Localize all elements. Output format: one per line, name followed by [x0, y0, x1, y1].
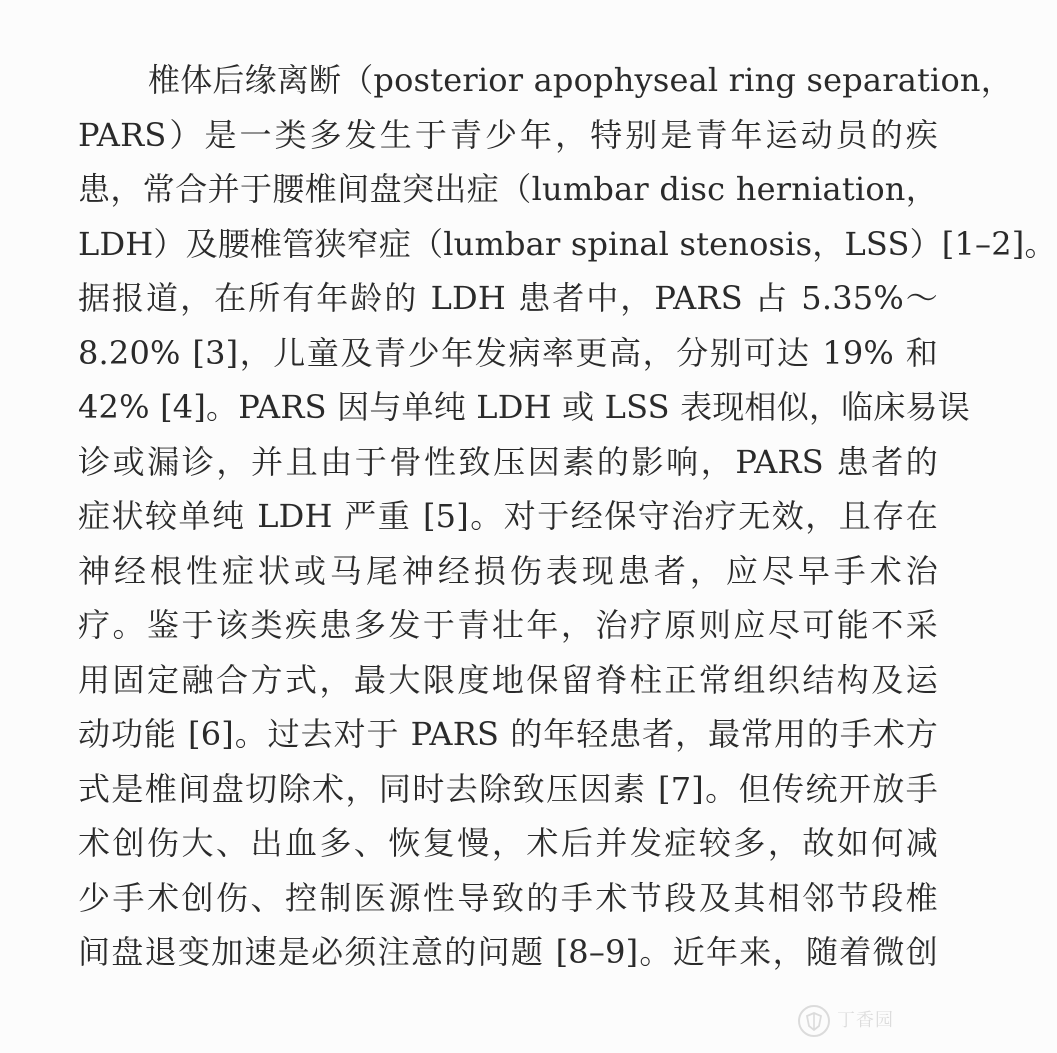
text-line: 诊或漏诊，并且由于骨性致压因素的影响，PARS 患者的	[78, 442, 938, 481]
text-line: 症状较单纯 LDH 严重 [5]。对于经保守治疗无效，且存在	[78, 497, 938, 535]
text-line: 用固定融合方式，最大限度地保留脊柱正常组织结构及运	[78, 660, 938, 699]
text-line: 据报道，在所有年龄的 LDH 患者中，PARS 占 5.35%～	[78, 279, 938, 317]
text-line: 椎体后缘离断（posterior apophyseal ring separation，	[148, 61, 1013, 99]
text-line: LDH）及腰椎管狭窄症（lumbar spinal stenosis，LSS）[1–2]。	[78, 224, 1057, 263]
paragraph	[78, 53, 1057, 980]
text-line: 间盘退变加速是必须注意的问题 [8–9]。近年来，随着微创	[78, 933, 938, 971]
watermark-text: 丁香园	[837, 1010, 894, 1031]
text-line: 神经根性症状或马尾神经损伤表现患者，应尽早手术治	[78, 551, 938, 590]
text-line: 术创伤大、出血多、恢复慢，术后并发症较多，故如何减	[78, 824, 938, 862]
dxy-logo-icon	[797, 1004, 831, 1038]
text-line: 患，常合并于腰椎间盘突出症（lumbar disc herniation，	[78, 170, 938, 208]
text-line: 少手术创伤、控制医源性导致的手术节段及其相邻节段椎	[78, 878, 938, 917]
watermark	[797, 1001, 907, 1041]
text-line: 8.20% [3]，儿童及青少年发病率更高，分别可达 19% 和	[78, 333, 938, 372]
text-line: 动功能 [6]。过去对于 PARS 的年轻患者，最常用的手术方	[78, 715, 938, 753]
text-line: 疗。鉴于该类疾患多发于青壮年，治疗原则应尽可能不采	[78, 606, 938, 644]
text-line: 42% [4]。PARS 因与单纯 LDH 或 LSS 表现相似，临床易误	[78, 388, 970, 426]
text-line: 式是椎间盘切除术，同时去除致压因素 [7]。但传统开放手	[78, 769, 938, 808]
text-line: PARS）是一类多发生于青少年，特别是青年运动员的疾	[78, 115, 938, 154]
